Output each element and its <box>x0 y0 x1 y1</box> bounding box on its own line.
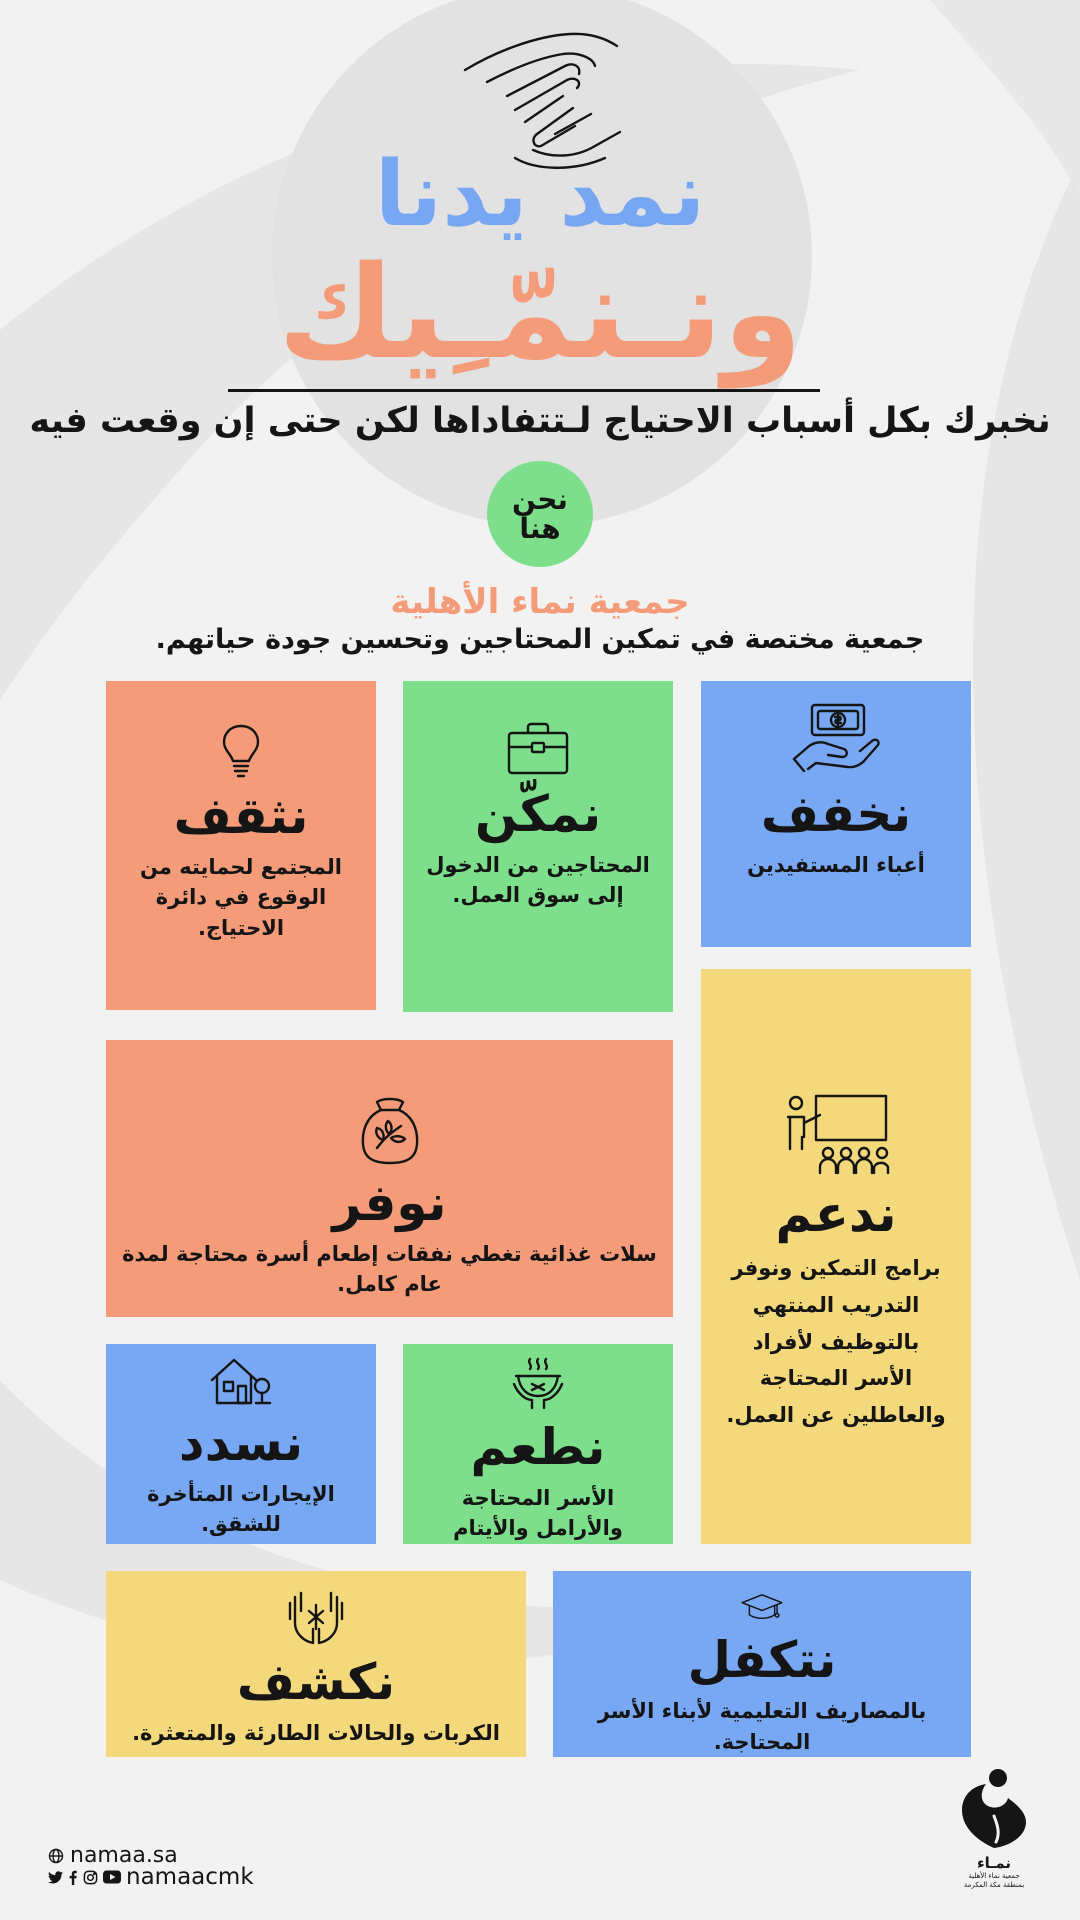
card-text: المحتاجين من الدخول إلى سوق العمل. <box>426 853 650 908</box>
card-title: نثقف <box>173 787 309 845</box>
youtube-icon <box>103 1870 121 1884</box>
title-line-2: ونـنمّـِيك <box>277 239 803 388</box>
card-title: نمكّن <box>474 785 602 843</box>
card-text: الإيجارات المتأخرة للشقق. <box>147 1482 335 1537</box>
org-description: جمعية مختصة في تمكين المحتاجين وتحسين جودة حياتهم. <box>155 624 925 655</box>
namaa-logo-icon <box>958 1768 1030 1852</box>
card-empower <box>403 681 673 1012</box>
card-title: نوفر <box>332 1174 447 1232</box>
card-title: نخفف <box>760 785 912 843</box>
card-relieve <box>106 1571 526 1757</box>
card-text: سلات غذائية تغطي نفقات إطعام أسرة محتاجة لمدة عام كامل. <box>122 1242 657 1297</box>
food-sack-icon <box>359 1096 421 1166</box>
subtitle: نخبرك بكل أسباب الاحتياج لـتتفاداها لكن حتى إن وقعت فيه <box>29 401 1051 441</box>
logo-name: نمـاء <box>976 1854 1012 1872</box>
divider <box>228 389 820 392</box>
card-ease-burdens <box>701 681 971 947</box>
card-text: الأسر المحتاجة والأرامل والأيتام <box>453 1486 623 1541</box>
footer-social-handle[interactable] <box>48 1864 254 1890</box>
website-text: namaa.sa <box>70 1843 178 1868</box>
card-title: ندعم <box>775 1185 897 1243</box>
hand-money-icon <box>790 701 882 777</box>
card-text: برامج التمكين ونوفر التدريب المنتهي بالتوظيف لأفراد الأسر المحتاجة والعاطلين عن العمل. <box>726 1256 946 1427</box>
card-pay-rent <box>106 1344 376 1544</box>
card-text: بالمصاريف التعليمية لأبناء الأسر المحتاجة. <box>597 1699 927 1754</box>
logo-subtitle-line-2: بمنطقة مكة المكرمة <box>963 1880 1025 1889</box>
card-support <box>701 969 971 1544</box>
food-bowl-icon <box>512 1356 564 1410</box>
card-title: نكشف <box>236 1653 396 1711</box>
facebook-icon <box>68 1870 78 1885</box>
title-line-1: نمد يدنا <box>374 142 706 247</box>
twitter-icon <box>48 1871 63 1884</box>
card-text: الكربات والحالات الطارئة والمتعثرة. <box>132 1721 500 1745</box>
briefcase-icon <box>506 721 570 777</box>
relief-hands-icon <box>287 1589 345 1645</box>
instagram-icon <box>83 1870 98 1885</box>
card-title: نطعم <box>470 1418 606 1476</box>
graduation-cap-icon <box>727 1593 797 1623</box>
card-feed <box>403 1344 673 1544</box>
logo-subtitle <box>946 1872 1042 1890</box>
card-education-costs <box>553 1571 971 1757</box>
card-text: المجتمع لحمايته من الوقوع في دائرة الاحتياج. <box>140 855 342 940</box>
training-icon <box>782 1093 890 1177</box>
card-educate <box>106 681 376 1010</box>
card-text: أعباء المستفيدين <box>747 853 925 877</box>
card-title: نسدد <box>178 1414 304 1472</box>
card-title: نتكفل <box>687 1631 837 1690</box>
here-badge-label: نحن هنا <box>512 482 568 545</box>
globe-icon <box>48 1848 64 1864</box>
card-provide <box>106 1040 673 1317</box>
handle-text: namaacmk <box>126 1864 254 1890</box>
org-name: جمعية نماء الأهلية <box>390 582 690 622</box>
house-icon <box>210 1356 272 1406</box>
logo-subtitle-line-1: جمعية نماء الأهلية <box>968 1872 1020 1880</box>
here-badge <box>487 461 593 567</box>
lightbulb-icon <box>221 723 261 779</box>
